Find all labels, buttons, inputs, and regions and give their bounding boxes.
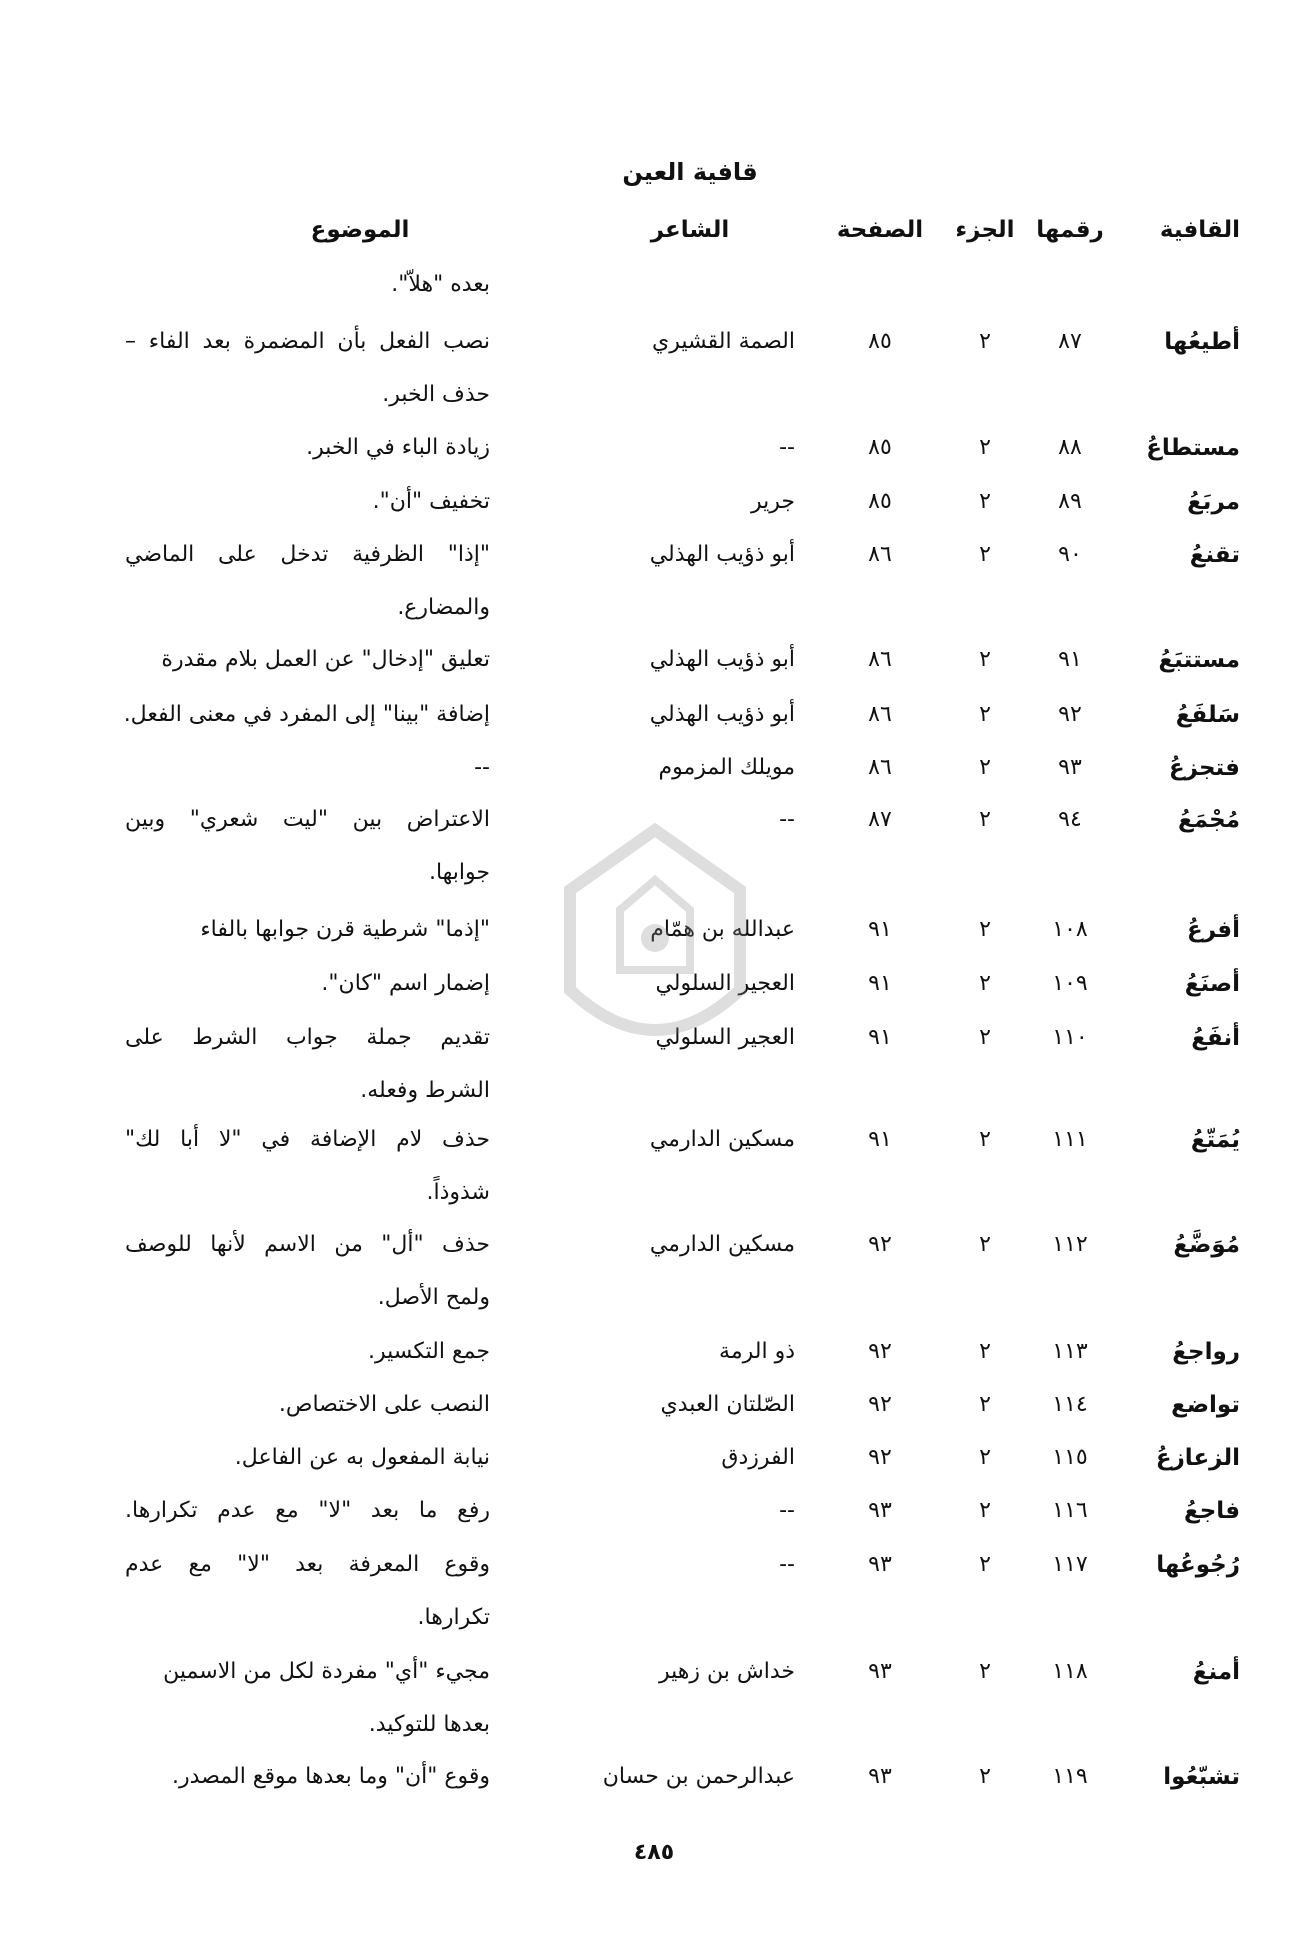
poet-name: خداش بن زهير <box>659 1659 795 1684</box>
topic-text: حذف "أل" من الاسم لأنها للوصف <box>125 1232 490 1257</box>
volume-number: ٢ <box>979 435 991 460</box>
verse-number: ٨٨ <box>1058 435 1082 460</box>
topic-text: "إذما" شرطية قرن جوابها بالفاء <box>200 917 490 942</box>
header-shaer: الشاعر <box>650 217 730 243</box>
poet-name: أبو ذؤيب الهذلي <box>649 542 795 567</box>
topic-text: حذف لام الإضافة في "لا أبا لك" <box>125 1127 490 1152</box>
table-row <box>0 1438 1308 1482</box>
table-row <box>0 265 1308 309</box>
watermark-seal-icon <box>540 820 770 1080</box>
table-row-continuation <box>0 1598 1308 1642</box>
poet-name: عبدالرحمن بن حسان <box>602 1764 795 1789</box>
page-number: ٤٨٥ <box>633 1840 675 1865</box>
rhyme-word: تواضع <box>1171 1392 1240 1418</box>
rhyme-word: رُجُوعُها <box>1156 1552 1240 1578</box>
volume-number: ٢ <box>979 1127 991 1152</box>
volume-number: ٢ <box>979 917 991 942</box>
topic-text: تقديم جملة جواب الشرط على <box>125 1025 490 1050</box>
verse-number: ٩٠ <box>1058 542 1082 567</box>
page-ref: ٩١ <box>868 917 892 942</box>
topic-text: إضافة "بينا" إلى المفرد في معنى الفعل. <box>123 702 490 727</box>
rhyme-word: يُمَتّعُ <box>1190 1127 1240 1153</box>
rhyme-word: فتجزعُ <box>1168 755 1240 781</box>
topic-text: -- <box>474 755 490 780</box>
verse-number: ١٠٨ <box>1052 917 1088 942</box>
verse-number: ١١٤ <box>1052 1392 1088 1417</box>
rhyme-word: مستطاعُ <box>1146 435 1240 461</box>
rhyme-word: مُجْمَعُ <box>1178 807 1240 833</box>
topic-text: النصب على الاختصاص. <box>278 1392 490 1417</box>
poet-name: مويلك المزموم <box>658 755 795 780</box>
page-ref: ٨٧ <box>868 807 892 832</box>
poet-name: -- <box>779 435 795 460</box>
rhyme-word: مربَعُ <box>1187 489 1240 515</box>
topic-text: بعده "هلاّ". <box>391 272 490 297</box>
rhyme-word: أطيعُها <box>1164 329 1240 355</box>
topic-text: بعدها للتوكيد. <box>368 1712 490 1737</box>
topic-text: حذف الخبر. <box>382 382 490 407</box>
table-row <box>0 1385 1308 1429</box>
poet-name: أبو ذؤيب الهذلي <box>649 702 795 727</box>
topic-text: شذوذاً. <box>426 1180 490 1205</box>
rhyme-word: أنفَعُ <box>1191 1025 1240 1051</box>
topic-text: جمع التكسير. <box>367 1339 490 1364</box>
table-row <box>0 482 1308 526</box>
rhyme-word: أمنعُ <box>1192 1659 1240 1685</box>
table-row <box>0 322 1308 366</box>
verse-number: ٩٢ <box>1058 702 1082 727</box>
page-ref: ٩٢ <box>868 1445 892 1470</box>
page-ref: ٨٥ <box>868 329 892 354</box>
header-mawdu: الموضوع <box>310 217 410 243</box>
table-row <box>0 1545 1308 1589</box>
table-row-continuation <box>0 1278 1308 1322</box>
table-row-continuation <box>0 375 1308 419</box>
topic-text: مجيء "أي" مفردة لكل من الاسمين <box>163 1659 490 1684</box>
verse-number: ١١٦ <box>1052 1498 1088 1523</box>
table-row <box>0 1491 1308 1535</box>
topic-text: تخفيف "أن". <box>372 489 490 514</box>
poet-name: -- <box>779 1552 795 1577</box>
rhyme-word: فاجعُ <box>1184 1498 1240 1524</box>
volume-number: ٢ <box>979 1445 991 1470</box>
page-ref: ٩٣ <box>868 1552 892 1577</box>
table-row <box>0 535 1308 579</box>
poet-name: مسكين الدارمي <box>649 1127 795 1152</box>
table-row-continuation <box>0 588 1308 632</box>
volume-number: ٢ <box>979 1025 991 1050</box>
page-ref: ٩٣ <box>868 1498 892 1523</box>
poet-name: أبو ذؤيب الهذلي <box>649 647 795 672</box>
verse-number: ١١٧ <box>1052 1552 1088 1577</box>
page-ref: ٨٦ <box>868 647 892 672</box>
page-ref: ٩٢ <box>868 1339 892 1364</box>
page-ref: ٩١ <box>868 1127 892 1152</box>
verse-number: ٩٤ <box>1058 807 1082 832</box>
page-ref: ٨٦ <box>868 542 892 567</box>
page-ref: ٩٢ <box>868 1232 892 1257</box>
poet-name: العجير السلولي <box>655 971 795 996</box>
page-ref: ٩٣ <box>868 1764 892 1789</box>
table-row <box>0 1225 1308 1269</box>
poet-name: -- <box>779 807 795 832</box>
topic-text: الاعتراض بين "ليت شعري" وبين <box>125 807 490 832</box>
rhyme-word: مُوَضَّعُ <box>1173 1232 1240 1258</box>
volume-number: ٢ <box>979 1498 991 1523</box>
page-ref: ٩١ <box>868 1025 892 1050</box>
volume-number: ٢ <box>979 971 991 996</box>
volume-number: ٢ <box>979 702 991 727</box>
volume-number: ٢ <box>979 1764 991 1789</box>
topic-text: وقوع المعرفة بعد "لا" مع عدم <box>125 1552 490 1577</box>
verse-number: ١١٨ <box>1052 1659 1088 1684</box>
table-row <box>0 1332 1308 1376</box>
verse-number: ١١٠ <box>1052 1025 1088 1050</box>
topic-text: رفع ما بعد "لا" مع عدم تكرارها. <box>125 1498 490 1523</box>
topic-text: تعليق "إدخال" عن العمل بلام مقدرة <box>161 647 490 672</box>
table-row-continuation <box>0 1173 1308 1217</box>
volume-number: ٢ <box>979 489 991 514</box>
topic-text: "إذا" الظرفية تدخل على الماضي <box>125 542 490 567</box>
volume-number: ٢ <box>979 1339 991 1364</box>
topic-text: زيادة الباء في الخبر. <box>306 435 490 460</box>
rhyme-word: أصنَعُ <box>1184 971 1240 997</box>
header-juz: الجزء <box>955 217 1015 243</box>
volume-number: ٢ <box>979 1232 991 1257</box>
poet-name: جرير <box>751 489 795 514</box>
rhyme-word: تقنعُ <box>1189 542 1240 568</box>
page-ref: ٩٢ <box>868 1392 892 1417</box>
rhyme-word: مستتبَعُ <box>1158 647 1240 673</box>
topic-text: تكرارها. <box>417 1605 490 1630</box>
header-raqm: رقمها <box>1036 217 1104 243</box>
volume-number: ٢ <box>979 1392 991 1417</box>
table-row <box>0 748 1308 792</box>
rhyme-word: الزعازعُ <box>1155 1445 1240 1471</box>
verse-number: ٩١ <box>1058 647 1082 672</box>
topic-text: نصب الفعل بأن المضمرة بعد الفاء – <box>125 329 490 354</box>
rhyme-word: سَلفَعُ <box>1175 702 1240 728</box>
page-ref: ٩١ <box>868 971 892 996</box>
poet-name: عبدالله بن همّام <box>650 917 795 942</box>
poet-name: -- <box>779 1498 795 1523</box>
volume-number: ٢ <box>979 755 991 780</box>
section-title: قافية العين <box>622 158 758 186</box>
table-row <box>0 1120 1308 1164</box>
page-ref: ٨٦ <box>868 702 892 727</box>
poet-name: الفرزدق <box>721 1445 795 1470</box>
topic-text: والمضارع. <box>397 595 490 620</box>
volume-number: ٢ <box>979 329 991 354</box>
table-header <box>0 210 1308 254</box>
verse-number: ١١٩ <box>1052 1764 1088 1789</box>
volume-number: ٢ <box>979 1659 991 1684</box>
topic-text: نيابة المفعول به عن الفاعل. <box>234 1445 490 1470</box>
topic-text: جوابها. <box>428 860 490 885</box>
table-row-continuation <box>0 1705 1308 1749</box>
page-ref: ٨٦ <box>868 755 892 780</box>
table-row <box>0 1652 1308 1696</box>
volume-number: ٢ <box>979 807 991 832</box>
header-qafiya: القافية <box>1159 217 1240 243</box>
poet-name: العجير السلولي <box>655 1025 795 1050</box>
topic-text: وقوع "أن" وما بعدها موقع المصدر. <box>172 1764 490 1789</box>
header-safha: الصفحة <box>836 217 924 243</box>
rhyme-word: رواجعُ <box>1172 1339 1240 1365</box>
verse-number: ٨٩ <box>1058 489 1082 514</box>
volume-number: ٢ <box>979 647 991 672</box>
table-row <box>0 640 1308 684</box>
page-ref: ٩٣ <box>868 1659 892 1684</box>
page-ref: ٨٥ <box>868 435 892 460</box>
volume-number: ٢ <box>979 1552 991 1577</box>
poet-name: الصّلتان العبدي <box>660 1392 795 1417</box>
verse-number: ١١٣ <box>1052 1339 1088 1364</box>
rhyme-word: تشبّعُوا <box>1163 1764 1240 1790</box>
poet-name: مسكين الدارمي <box>649 1232 795 1257</box>
poet-name: الصمة القشيري <box>652 329 795 354</box>
rhyme-word: أفرعُ <box>1187 917 1240 943</box>
topic-text: الشرط وفعله. <box>360 1078 490 1103</box>
verse-number: ١١١ <box>1052 1127 1088 1152</box>
table-row <box>0 428 1308 472</box>
table-row <box>0 1757 1308 1801</box>
volume-number: ٢ <box>979 542 991 567</box>
topic-text: إضمار اسم "كان". <box>321 971 490 996</box>
verse-number: ٩٣ <box>1058 755 1082 780</box>
page-ref: ٨٥ <box>868 489 892 514</box>
verse-number: ٨٧ <box>1058 329 1082 354</box>
topic-text: ولمح الأصل. <box>377 1285 490 1310</box>
verse-number: ١١٥ <box>1052 1445 1088 1470</box>
table-row <box>0 695 1308 739</box>
verse-number: ١١٢ <box>1052 1232 1088 1257</box>
verse-number: ١٠٩ <box>1052 971 1088 996</box>
poet-name: ذو الرمة <box>719 1339 795 1364</box>
